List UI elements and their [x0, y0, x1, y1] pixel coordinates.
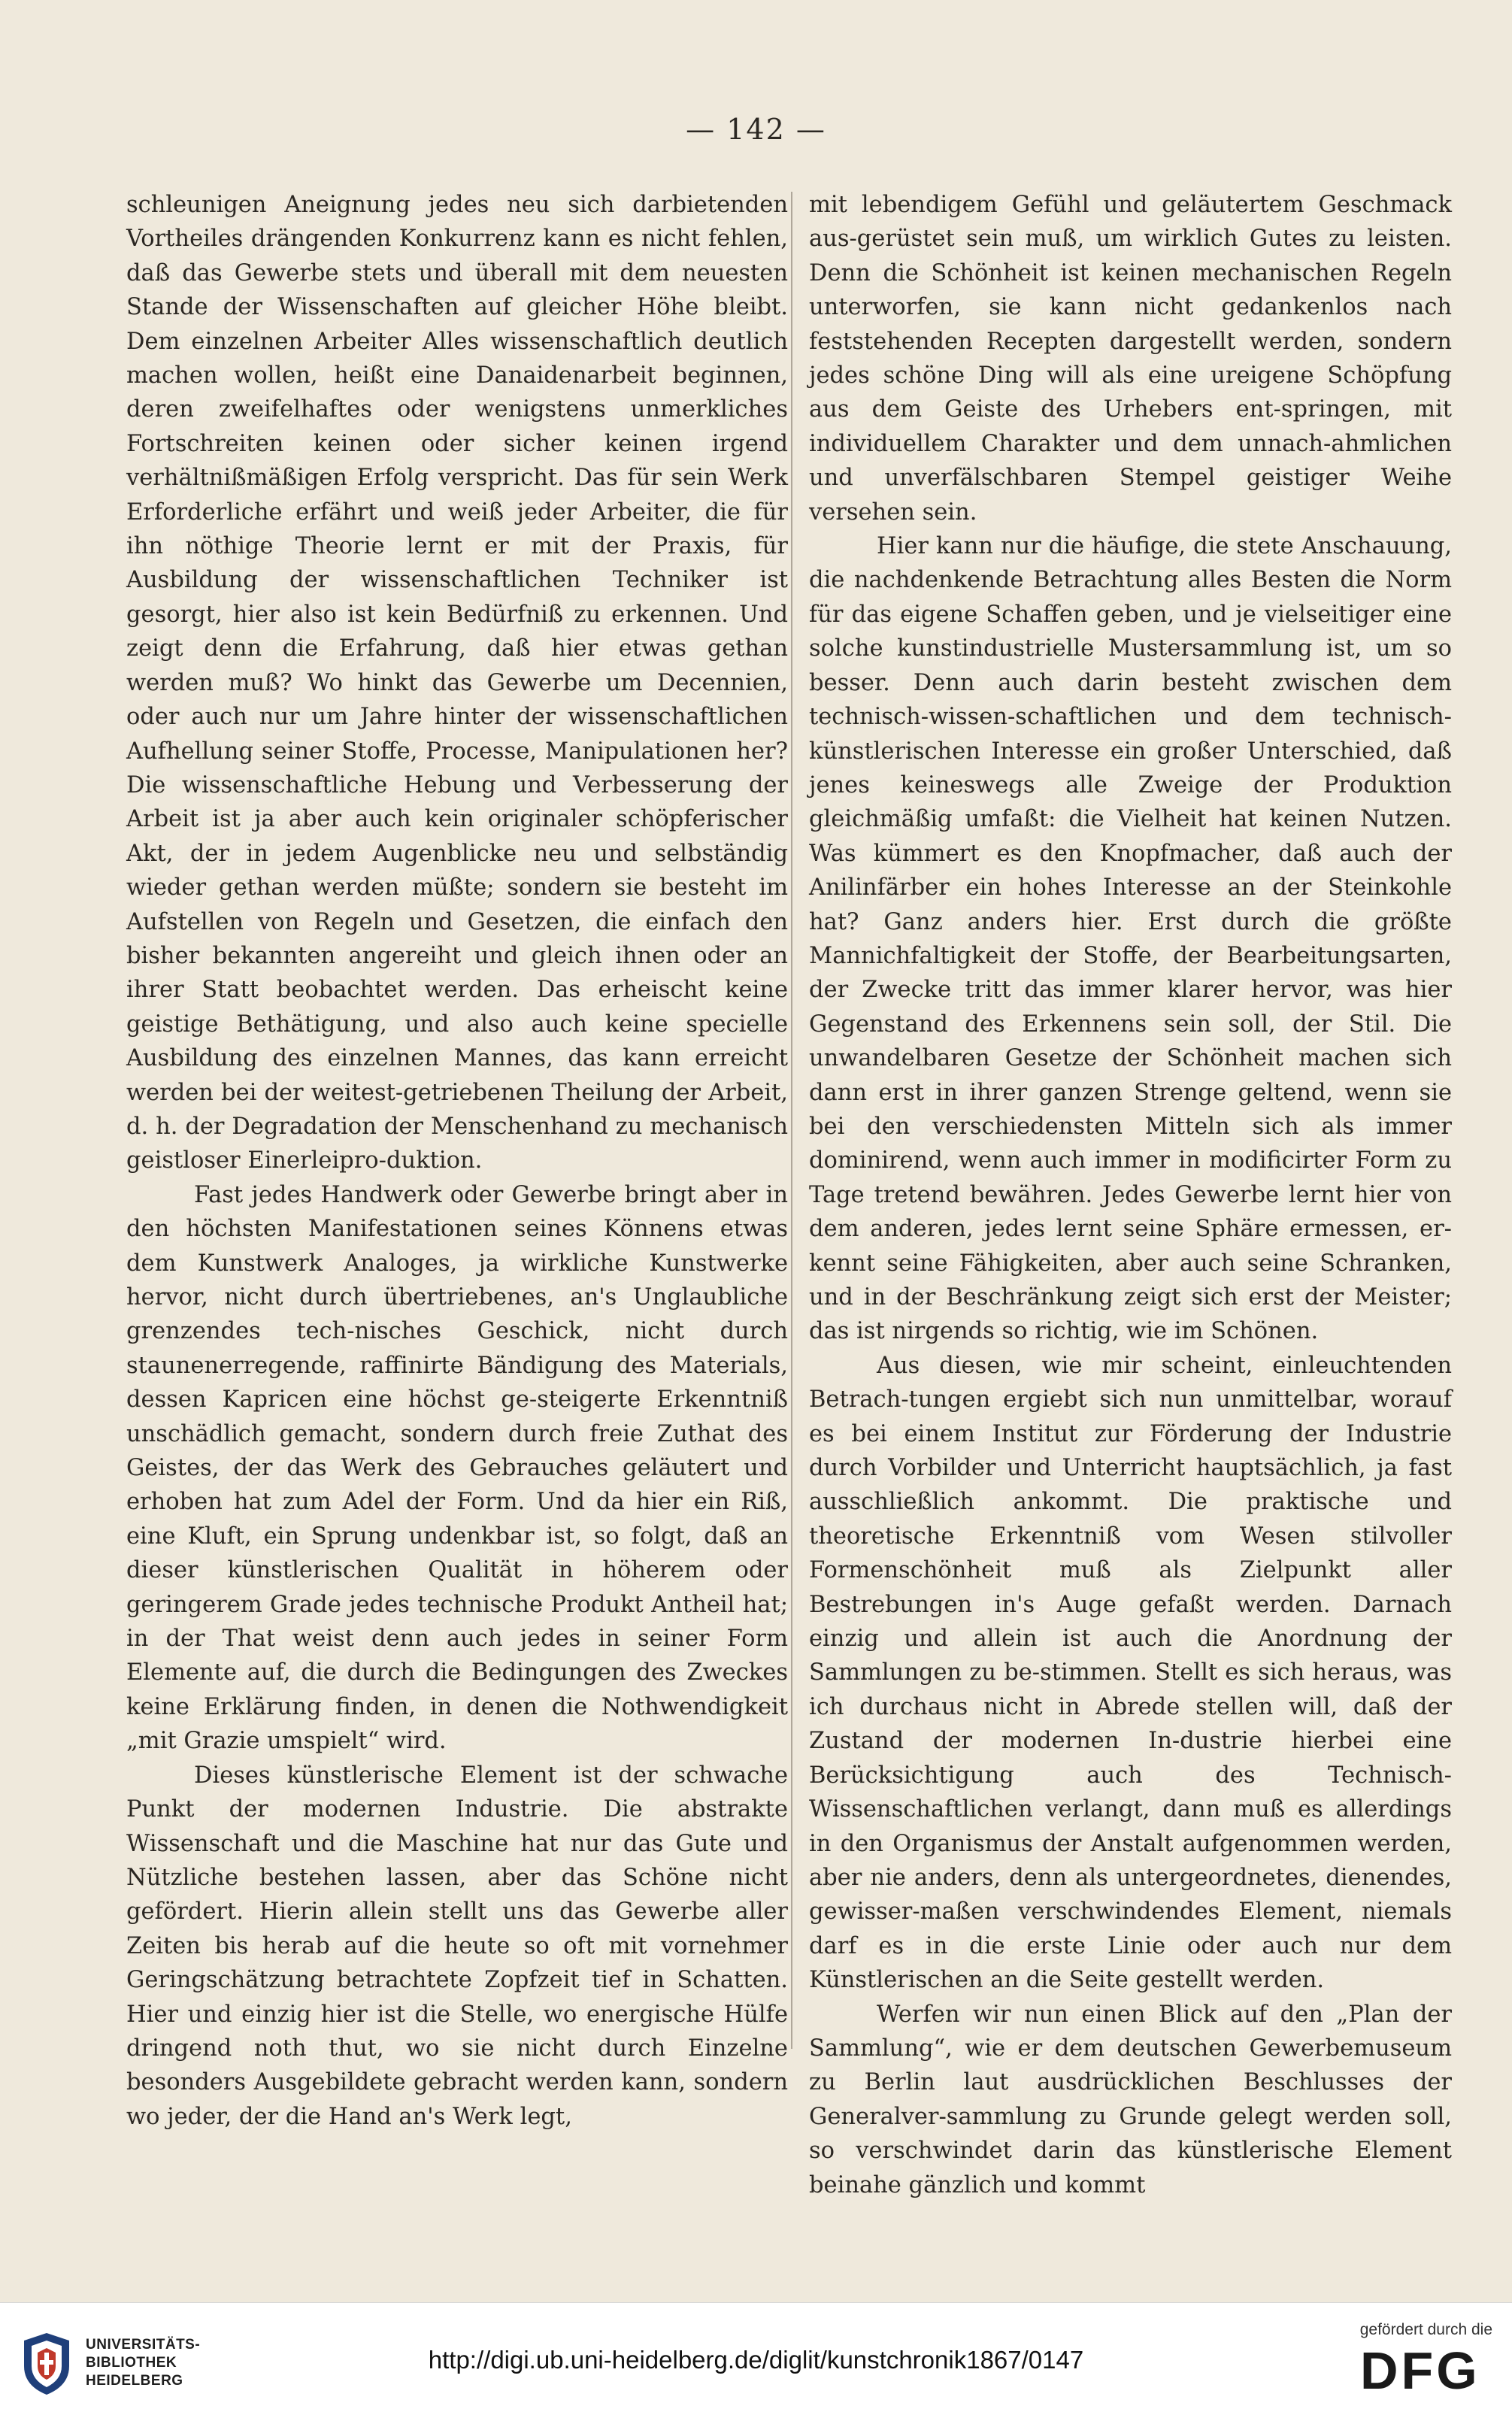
permalink-url[interactable]: http://digi.ub.uni-heidelberg.de/diglit/kunstchronik1867/0147: [428, 2346, 1084, 2374]
library-name-line: HEIDELBERG: [86, 2373, 183, 2389]
library-name-line: UNIVERSITÄTS-: [86, 2337, 201, 2353]
dfg-logo[interactable]: [1357, 2342, 1492, 2396]
right-text-column: [809, 188, 1452, 2202]
paragraph: Fast jedes Handwerk oder Gewerbe bringt aber in den höchsten Manifestationen seines Könnens etwas dem Kunstwerk Analoges, ja wirkliche Kunstwerke hervor, nicht durch übertriebenes, an's Unglaubliche grenzendes tech-nisches Geschick, nicht durch staunenerregende, raffinirte Bändigung des Materials, dessen Kapricen eine höchst ge-steigerte Erkenntniß unschädlich gemacht, sondern durch freie Zuthat des Geistes, der das Werk des Gebrauches geläutert und erhoben hat zum Adel der Form. Und da hier ein Riß, eine Kluft, ein Sprung undenkbar ist, so folgt, daß an dieser künstlerischen Qualität in höherem oder geringerem Grade jedes technische Produkt Antheil hat; in der That weist denn auch jedes in seiner Form Elemente auf, die durch die Bedingungen des Zweckes keine Erklärung finden, in denen die Nothwendigkeit „mit Grazie umspielt“ wird.: [126, 1181, 788, 1755]
paragraph: mit lebendigem Gefühl und geläutertem Geschmack aus-gerüstet sein muß, um wirklich Gutes zu leisten. Denn die Schönheit ist keinen mechanischen Regeln unterworfen, sie kann nicht gedankenlos nach feststehenden Recepten dargestellt werden, sondern jedes schöne Ding will als eine ureigene Schöpfung aus dem Geiste des Urhebers ent-springen, mit individuellem Charakter und dem unnach-ahmlichen und unverfälschbaren Stempel geistiger Weihe versehen sein.: [809, 192, 1452, 526]
paragraph: Dieses künstlerische Element ist der schwache Punkt der modernen Industrie. Die abstrakte Wissenschaft und die Maschine hat nur das Gute und Nützliche bestehen lassen, aber das Schöne nicht gefördert. Hierin allein stellt uns das Gewerbe aller Zeiten bis herab auf die heute so oft mit vornehmer Geringschätzung betrachtete Zopfzeit tief in Schatten. Hier und einzig hier ist die Stelle, wo energische Hülfe dringend noth thut, wo sie nicht durch Einzelne besonders Ausgebildete gebracht werden kann, sondern wo jeder, der die Hand an's Werk legt,: [126, 1762, 788, 2130]
sponsor-caption: gefördert durch die: [1359, 2321, 1492, 2338]
column-divider: [791, 192, 792, 2049]
page-number: — 142 —: [686, 113, 826, 146]
paragraph: Aus diesen, wie mir scheint, einleuchtenden Betrach-tungen ergiebt sich nun unmittelbar, worauf es bei einem Institut zur Förderung der Industrie durch Vorbilder und Unterricht hauptsächlich, ja fast ausschließlich ankommt. Die praktische und theoretische Erkenntniß vom Wesen stilvoller Formenschönheit muß als Zielpunkt aller Bestrebungen in's Auge gefaßt werden. Darnach einzig und allein ist auch die Anordnung der Sammlungen zu be-stimmen. Stellt es sich heraus, was ich durchaus nicht in Abrede stellen will, daß der Zustand der modernen In-dustrie hierbei eine Berücksichtigung auch des Technisch-Wissenschaftlichen verlangt, dann muß es allerdings in den Organismus der Anstalt aufgenommen werden, aber nie anders, denn als untergeordnetes, dienendes, gewisser-maßen verschwindendes Element, niemals darf es in die erste Linie oder auch nur dem Künstlerischen an die Seite gestellt werden.: [809, 1352, 1452, 1994]
dfg-logo-text: DFG: [1360, 2342, 1480, 2396]
sponsor-block: [1342, 2321, 1492, 2396]
viewer-footer: [0, 2302, 1512, 2421]
paragraph: Werfen wir nun einen Blick auf den „Plan der Sammlung“, wie er dem deutschen Gewerbemuseum zu Berlin laut ausdrücklichen Beschlusses der Generalver-sammlung zu Grunde gelegt werden soll, so verschwindet darin das künstlerische Element beinahe gänzlich und kommt: [809, 2001, 1452, 2198]
library-name-line: BIBLIOTHEK: [86, 2355, 177, 2371]
left-text-column: [126, 188, 788, 2134]
paragraph: Hier kann nur die häufige, die stete Anschauung, die nachdenkende Betrachtung alles Besten die Norm für das eigene Schaffen geben, und je vielseitiger eine solche kunstindustrielle Mustersammlung ist, um so besser. Denn auch darin besteht zwischen dem technisch-wissen-schaftlichen und dem technisch-künstlerischen Interesse ein großer Unterschied, daß jenes keineswegs alle Zweige der Produktion gleichmäßig umfaßt: die Vielheit hat keinen Nutzen. Was kümmert es den Knopfmacher, daß auch der Anilinfärber ein hohes Interesse an der Steinkohle hat? Ganz anders hier. Erst durch die größte Mannichfaltigkeit der Stoffe, der Bearbeitungsarten, der Zwecke tritt das immer klarer hervor, was hier Gegenstand des Erkennens sein soll, der Stil. Die unwandelbaren Gesetze der Schönheit machen sich dann erst in ihrer ganzen Strenge geltend, wenn sie bei den verschiedensten Mitteln sich als immer dominirend, wenn auch immer in modificirter Form zu Tage tretend bewähren. Jedes Gewerbe lernt hier von dem anderen, jedes lernt seine Sphäre ermessen, er-kennt seine Fähigkeiten, aber auch seine Schranken, und in der Beschränkung zeigt sich erst der Meister; das ist nirgends so richtig, wie im Schönen.: [809, 533, 1452, 1345]
paragraph: schleunigen Aneignung jedes neu sich darbietenden Vortheiles drängenden Konkurrenz kann es nicht fehlen, daß das Gewerbe stets und überall mit dem neuesten Stande der Wissenschaften auf gleicher Höhe bleibt. Dem einzelnen Arbeiter Alles wissenschaftlich deutlich machen wollen, heißt eine Danaidenarbeit beginnen, deren zweifelhaftes oder wenigstens unmerkliches Fortschreiten keinen oder sicher keinen irgend verhältnißmäßigen Erfolg verspricht. Das für sein Werk Erforderliche erfährt und weiß jeder Arbeiter, die für ihn nöthige Theorie lernt er mit der Praxis, für Ausbildung der wissenschaftlichen Techniker ist gesorgt, hier also ist kein Bedürfniß zu erkennen. Und zeigt denn die Erfahrung, daß hier etwas gethan werden muß? Wo hinkt das Gewerbe um Decennien, oder auch nur um Jahre hinter der wissenschaftlichen Aufhellung seiner Stoffe, Processe, Manipulationen her? Die wissenschaftliche Hebung und Verbesserung der Arbeit ist ja aber auch kein originaler schöpferischer Akt, der in jedem Augenblicke neu und selbständig wieder gethan werden müßte; sondern sie besteht im Aufstellen von Regeln und Gesetzen, die einfach den bisher bekannten angereiht und gleich ihnen oder an ihrer Statt beobachtet werden. Das erheischt keine geistige Bethätigung, und also auch keine specielle Ausbildung des einzelnen Mannes, das kann erreicht werden bei der weitest-getriebenen Theilung der Arbeit, d. h. der Degradation der Menschenhand zu mechanisch geistloser Einerleipro-duktion.: [126, 192, 788, 1174]
